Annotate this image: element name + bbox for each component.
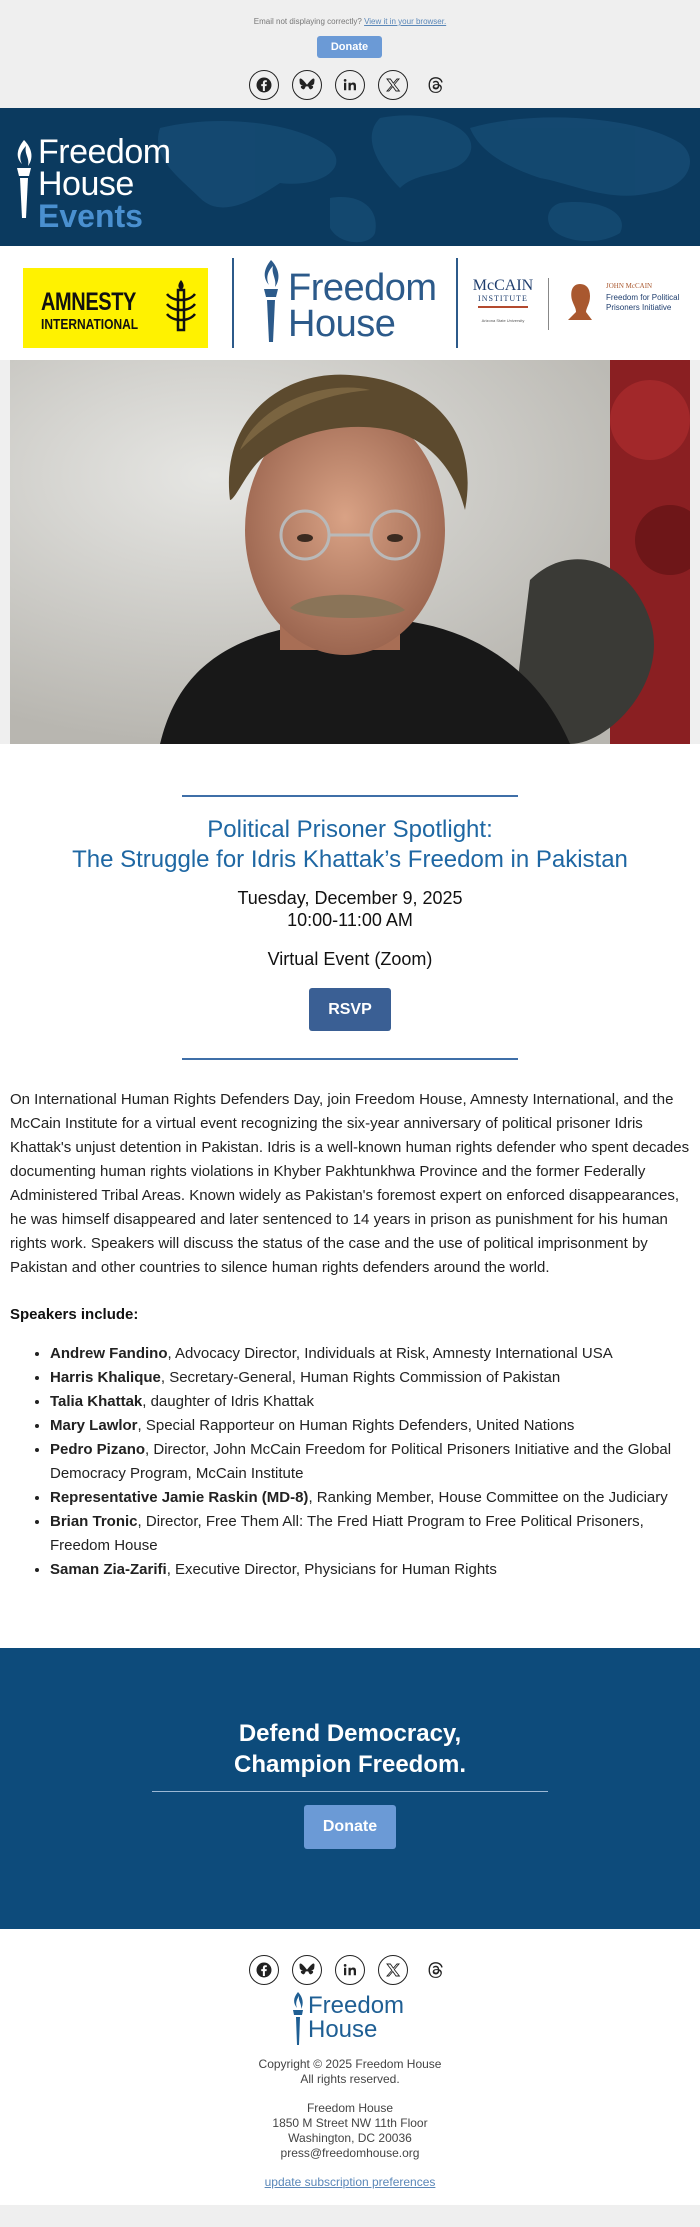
partner-divider — [232, 258, 234, 348]
threads-icon[interactable] — [421, 1955, 451, 1985]
cta-line2: Champion Freedom. — [233, 1751, 467, 1778]
jm-name: JOHN McCAIN — [606, 282, 653, 290]
cta-line1: Defend Democracy, — [238, 1720, 462, 1747]
jm-line1: Freedom for Political — [606, 293, 680, 302]
x-icon[interactable] — [378, 70, 408, 100]
divider — [152, 1791, 548, 1792]
speakers-list — [10, 1342, 690, 1582]
mccain-sub: Arizona State University — [481, 318, 525, 323]
speaker-role: , Director, Free Them All: The Fred Hiatt Program to Free Political Prisoners, Freedom House — [50, 1513, 644, 1554]
social-links-footer — [0, 1955, 700, 1985]
speaker-name: Mary Lawlor — [50, 1417, 138, 1434]
speaker-name: Pedro Pizano — [50, 1441, 146, 1458]
mccain-line2: INSTITUTE — [478, 294, 528, 303]
speaker-name: Andrew Fandino — [50, 1345, 168, 1362]
mccain-prisoners-initiative-logo[interactable] — [562, 280, 692, 330]
event-date: Tuesday, December 9, 2025 — [237, 888, 463, 908]
facebook-icon[interactable] — [249, 1955, 279, 1985]
list-item — [50, 1558, 690, 1582]
footer-logo-line1: Freedom — [308, 1992, 405, 2019]
bluesky-icon[interactable] — [292, 70, 322, 100]
amnesty-logo-line2: INTERNATIONAL — [41, 316, 139, 333]
speaker-role: , Director, John McCain Freedom for Political Prisoners Initiative and the Global Democracy Program, McCain Institute — [50, 1441, 672, 1482]
list-item — [50, 1414, 690, 1438]
speaker-role: , Advocacy Director, Individuals at Risk, Amnesty International USA — [167, 1345, 613, 1362]
threads-icon[interactable] — [421, 70, 451, 100]
speaker-name: Saman Zia-Zarifi — [50, 1561, 167, 1578]
amnesty-logo-line1: AMNESTY — [41, 288, 136, 316]
event-details — [0, 744, 700, 1648]
bluesky-icon[interactable] — [292, 1955, 322, 1985]
partner-logos — [0, 246, 700, 360]
org-name: Freedom House — [306, 2101, 394, 2115]
torch-icon — [290, 1992, 306, 2046]
footer-freedom-house-logo[interactable] — [290, 1992, 410, 2046]
banner-title-line3: Events — [38, 198, 143, 234]
rsvp-button[interactable]: RSVP — [309, 988, 391, 1031]
speaker-role: , Ranking Member, House Committee on the Judiciary — [308, 1489, 668, 1506]
list-item — [50, 1510, 690, 1558]
speaker-name: Brian Tronic — [50, 1513, 138, 1530]
idris-khattak-photo — [10, 360, 690, 744]
linkedin-icon[interactable] — [335, 70, 365, 100]
speaker-name: Harris Khalique — [50, 1369, 161, 1386]
preheader-text: Email not displaying correctly? — [253, 17, 362, 26]
list-item — [50, 1342, 690, 1366]
mccain-institute-logo[interactable] — [468, 278, 538, 338]
freedom-house-partner-logo[interactable] — [258, 260, 448, 346]
copyright: Copyright © 2025 Freedom House — [258, 2057, 442, 2071]
event-title-line2: The Struggle for Idris Khattak’s Freedom in Pakistan — [72, 846, 628, 873]
speaker-name: Representative Jamie Raskin (MD-8) — [50, 1489, 309, 1506]
speaker-role: , Executive Director, Physicians for Human Rights — [166, 1561, 497, 1578]
events-banner — [0, 108, 700, 246]
banner-title-line1: Freedom — [38, 133, 171, 171]
torch-icon — [10, 140, 38, 220]
donate-button[interactable]: Donate — [304, 1805, 396, 1849]
speaker-role: , Secretary-General, Human Rights Commission of Pakistan — [160, 1369, 561, 1386]
jm-line2: Prisoners Initiative — [606, 303, 672, 312]
torch-icon — [258, 260, 284, 344]
event-venue: Virtual Event (Zoom) — [267, 949, 433, 969]
fh-partner-line2: House — [288, 303, 396, 345]
mccain-line1: McCAIN — [472, 277, 534, 294]
list-item — [50, 1366, 690, 1390]
social-links-top — [0, 70, 700, 100]
amnesty-international-logo[interactable] — [23, 268, 208, 348]
rights: All rights reserved. — [300, 2072, 400, 2086]
footer — [0, 1929, 700, 2205]
candle-icon — [163, 280, 199, 336]
speaker-role: , Special Rapporteur on Human Rights Defenders, United Nations — [137, 1417, 575, 1434]
speakers-heading: Speakers include: — [10, 1306, 139, 1323]
event-time: 10:00-11:00 AM — [287, 910, 413, 930]
preheader — [0, 17, 700, 26]
banner-title-line2: House — [38, 165, 134, 203]
divider — [182, 795, 518, 797]
partner-divider — [548, 278, 549, 330]
portrait-silhouette-icon — [562, 280, 598, 324]
list-item — [50, 1438, 690, 1486]
divider — [182, 1058, 518, 1060]
list-item — [50, 1486, 690, 1510]
contact-email[interactable]: press@freedomhouse.org — [280, 2146, 420, 2160]
update-preferences-link[interactable]: update subscription preferences — [264, 2175, 436, 2189]
view-in-browser-link[interactable]: View it in your browser. — [364, 17, 447, 26]
x-icon[interactable] — [378, 1955, 408, 1985]
top-bar — [0, 0, 700, 108]
top-donate-button[interactable]: Donate — [317, 36, 382, 58]
partner-divider — [456, 258, 458, 348]
fh-partner-line1: Freedom — [288, 267, 437, 309]
facebook-icon[interactable] — [249, 70, 279, 100]
event-title-line1: Political Prisoner Spotlight: — [207, 816, 493, 843]
city-address: Washington, DC 20036 — [288, 2131, 412, 2145]
portrait-image — [10, 360, 690, 744]
bottom-strip — [0, 2205, 700, 2227]
footer-logo-line2: House — [308, 2016, 378, 2043]
donate-cta-section — [0, 1648, 700, 1929]
linkedin-icon[interactable] — [335, 1955, 365, 1985]
list-item — [50, 1390, 690, 1414]
speaker-name: Talia Khattak — [50, 1393, 143, 1410]
speaker-role: , daughter of Idris Khattak — [142, 1393, 315, 1410]
street-address: 1850 M Street NW 11th Floor — [272, 2116, 428, 2130]
event-description: On International Human Rights Defenders Day, join Freedom House, Amnesty International, and the McCain Institute for a virtual event recognizing the six-year anniversary of political prisoner Idris Khattak's unjust detention in Pakistan. Idris is a well-known human rights defender who spent decades documenting human rights violations in Khyber Pakhtunkhwa Province and the former Federally Administered Tribal Areas. Known widely as Pakistan's foremost expert on enforced disappearances, he was himself disappeared and later sentenced to 14 years in prison as punishment for his human rights work. Speakers will discuss the status of the case and the use of political imprisonment by Pakistan and other countries to silence human rights defenders around the world. — [10, 1091, 690, 1276]
